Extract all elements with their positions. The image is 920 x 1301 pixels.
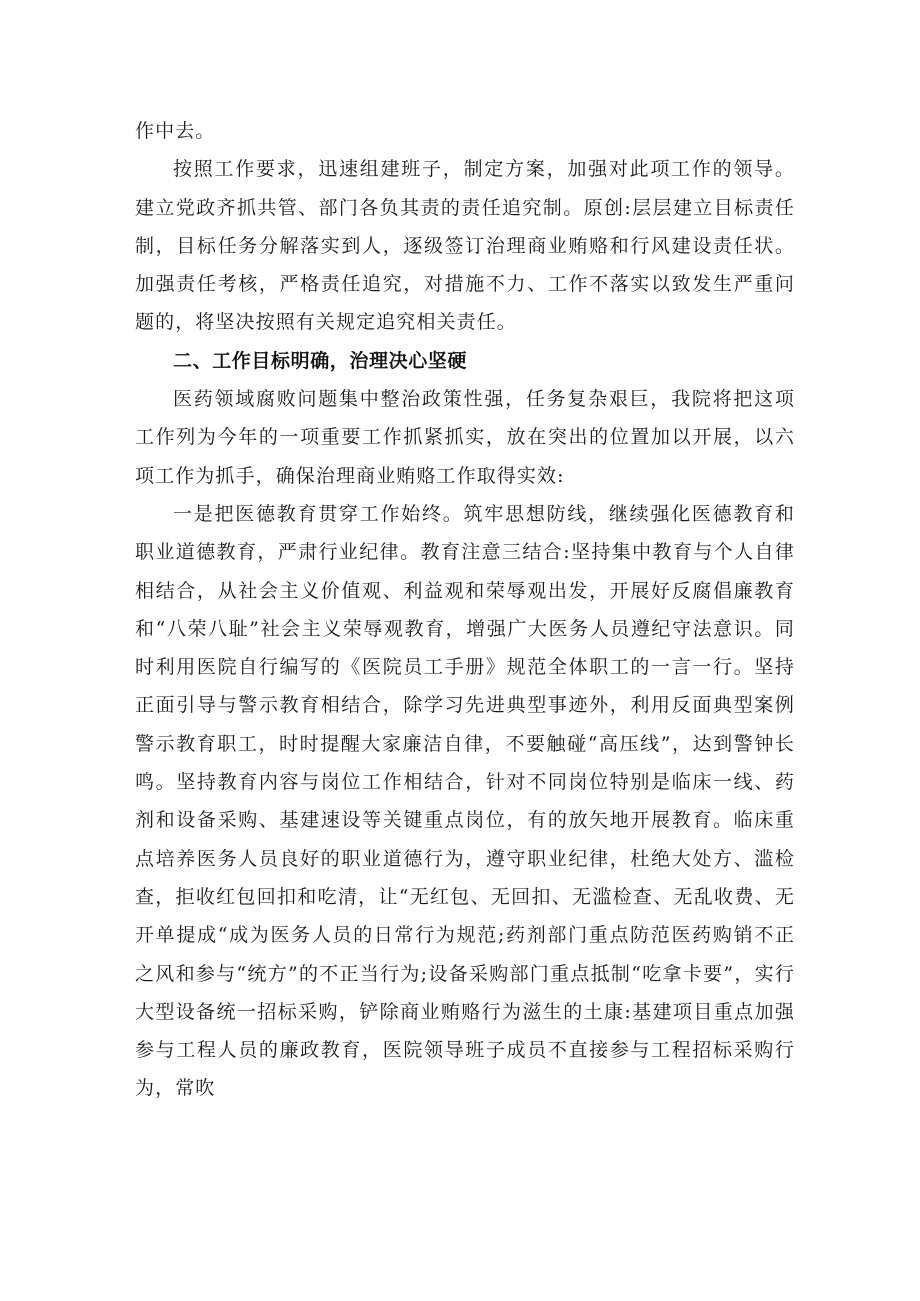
section-heading: 二、工作目标明确，治理决心坚硬 xyxy=(173,349,468,372)
paragraph-intro: 医药领域腐败问题集中整治政策性强，任务复杂艰巨，我院将把这项工作列为今年的一项重要工作抓紧抓实，放在突出的位置加以开展，以六项工作为抓手，确保治理商业贿赂工作取得实效: xyxy=(135,388,795,487)
paragraph-responsibility: 按照工作要求，迅速组建班子，制定方案，加强对此项工作的领导。建立党政齐抓共管、部门各负其责的责任追究制。原创:层层建立目标责任制，目标任务分解落实到人，逐级签订治理商业贿赂和行风建设责任状。加强责任考核，严格责任追究，对措施不力、工作不落实以致发生严重问题的，将坚决按照有关规定追究相关责任。 xyxy=(135,158,795,334)
document-body xyxy=(135,112,795,1108)
paragraph-continuation: 作中去。 xyxy=(135,120,216,142)
paragraph-education: 一是把医德教育贯穿工作始终。筑牢思想防线，继续强化医德教育和职业道德教育，严肃行业纪律。教育注意三结合:坚持集中教育与个人自律相结合，从社会主义价值观、利益观和荣辱观出发，开展好反腐倡廉教育和“八荣八耻”社会主义荣辱观教育，增强广大医务人员遵纪守法意识。同时利用医院自行编写的《医院员工手册》规范全体职工的一言一行。坚持正面引导与警示教育相结合，除学习先进典型事迹外，利用反面典型案例警示教育职工，时时提醒大家廉洁自律，不要触碰“高压线”，达到警钟长鸣。坚持教育内容与岗位工作相结合，针对不同岗位特别是临床一线、药剂和设备采购、基建速设等关键重点岗位，有的放矢地开展教育。临床重点培养医务人员良好的职业道德行为，遵守职业纪律，杜绝大处方、滥检查，拒收红包回扣和吃清，让“无红包、无回扣、无滥检查、无乱收费、无开单提成“成为医务人员的日常行为规范;药剂部门重点防范医药购销不正之风和参与“统方”的不正当行为;设备采购部门重点抵制“吃拿卡要”，实行大型设备统一招标采购，铲除商业贿赂行为滋生的土康:基建项目重点加强参与工程人员的廉政教育，医院领导班子成员不直接参与工程招标采购行为，常吹 xyxy=(135,502,795,1100)
